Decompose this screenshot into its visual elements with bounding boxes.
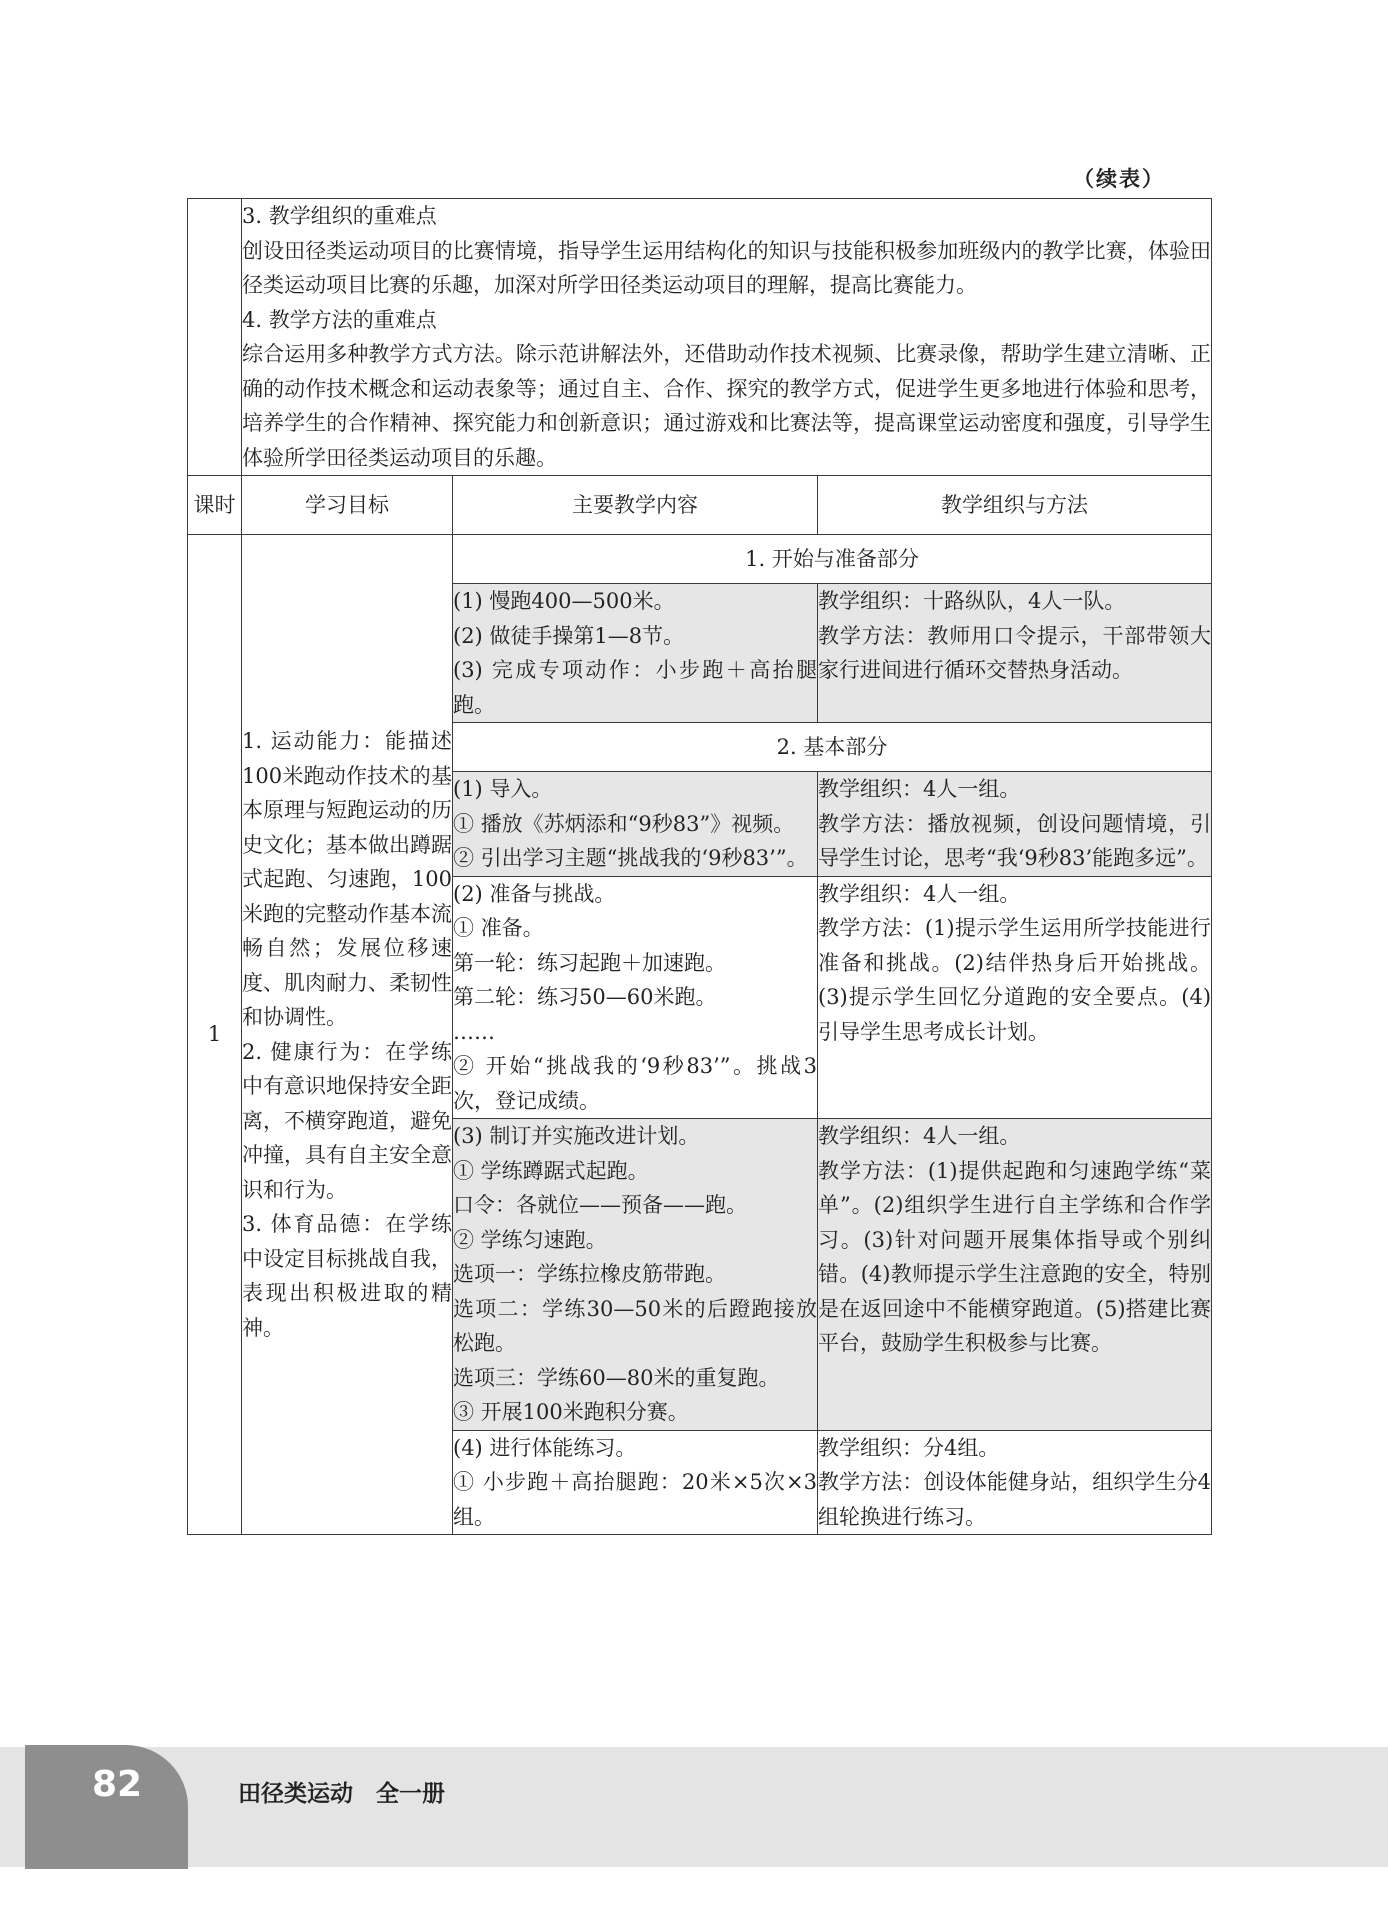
method-improvement-plan: [818, 1119, 1212, 1431]
content-intro: [453, 772, 818, 877]
method-line: 教学方法：(1)提供起跑和匀速跑学练“菜单”。(2)组织学生进行自主学练和合作学习。(3)针对问题开展集体指导或个别纠错。(4)教师提示学生注意跑的安全，特别是在返回途中不能横穿跑道。(5)搭建比赛平台，鼓励学生积极参与比赛。: [818, 1158, 1212, 1355]
note-text-4: 综合运用多种教学方式方法。除示范讲解法外，还借助动作技术视频、比赛录像，帮助学生建立清晰、正确的动作技术概念和运动表象等；通过自主、合作、探究的教学方式，促进学生更多地进行体验和思考，培养学生的合作精神、探究能力和创新意识；通过游戏和比赛法等，提高课堂运动密度和强度，引导学生体验所学田径类运动项目的乐趣。: [242, 342, 1212, 470]
goal-health-behavior: 2. 健康行为：在学练中有意识地保持安全距离，不横穿跑道，避免冲撞，具有自主安全意识和行为。: [242, 1039, 452, 1202]
content-line: (3) 制订并实施改进计划。: [453, 1124, 700, 1148]
method-challenge: [818, 876, 1212, 1119]
content-line: 第一轮：练习起跑＋加速跑。: [453, 950, 726, 975]
header-goals: 学习目标: [242, 476, 453, 535]
content-line: 选项一：学练拉橡皮筋带跑。: [453, 1262, 726, 1286]
content-line: 第二轮：练习50—60米跑。: [453, 985, 717, 1009]
header-hour: 课时: [188, 476, 242, 535]
note-heading-3: 3. 教学组织的重难点: [242, 204, 437, 228]
content-line: 口令：各就位——预备——跑。: [453, 1193, 747, 1217]
content-line: (1) 慢跑400—500米。: [453, 589, 675, 613]
note-heading-4: 4. 教学方法的重难点: [242, 307, 437, 332]
goal-motor-ability: 1. 运动能力：能描述100米跑动作技术的基本原理与短跑运动的历史文化；基本做出蹲踞式起跑、匀速跑，100米跑的完整动作基本流畅自然；发展位移速度、肌肉耐力、柔韧性和协调性。: [242, 729, 452, 1029]
section-1-title-row: [188, 535, 1212, 584]
content-line: (2) 准备与挑战。: [453, 881, 616, 906]
content-warmup: [453, 584, 818, 723]
header-method: 教学组织与方法: [818, 476, 1212, 535]
content-line: (2) 做徒手操第1—8节。: [453, 623, 685, 648]
content-line: ② 开始“挑战我的‘9秒83’”。挑战3次，登记成绩。: [453, 1054, 817, 1113]
lesson-plan-table: [187, 198, 1212, 1535]
content-challenge: [453, 876, 818, 1119]
content-line: (1) 导入。: [453, 777, 553, 801]
content-line: 选项三：学练60—80米的重复跑。: [453, 1365, 780, 1390]
header-content: 主要教学内容: [453, 476, 818, 535]
content-line: ① 播放《苏炳添和“9秒83”》视频。: [453, 811, 795, 836]
method-line: 教学组织：4人一组。: [818, 881, 1021, 906]
method-line: 教学组织：十路纵队，4人一队。: [818, 589, 1126, 613]
method-line: 教学方法：(1)提示学生运用所学技能进行准备和挑战。(2)结伴热身后开始挑战。(3)提示学生回忆分道跑的安全要点。(4)引导学生思考成长计划。: [818, 916, 1212, 1044]
method-line: 教学组织：分4组。: [818, 1435, 1000, 1460]
continuation-label: （续表）: [1073, 167, 1165, 191]
notes-row: [188, 199, 1212, 476]
goal-sports-ethics: 3. 体育品德：在学练中设定目标挑战自我，表现出积极进取的精神。: [242, 1212, 452, 1340]
section-2-title: 2. 基本部分: [453, 723, 1212, 772]
method-line: 教学方法：播放视频，创设问题情境，引导学生讨论，思考“我‘9秒83’能跑多远”。: [818, 811, 1212, 870]
method-intro: [818, 772, 1212, 877]
goals-cell: [242, 535, 453, 1535]
content-line: ③ 开展100米跑积分赛。: [453, 1400, 689, 1424]
notes-cell: [242, 199, 1212, 476]
method-line: 教学组织：4人一组。: [818, 777, 1021, 801]
page-number: 82: [92, 1764, 143, 1805]
method-warmup: [818, 584, 1212, 723]
content-fitness: [453, 1430, 818, 1535]
content-line: ① 准备。: [453, 916, 544, 940]
content-line: (3) 完成专项动作：小步跑＋高抬腿跑。: [453, 658, 817, 717]
table-header-row: [188, 476, 1212, 535]
content-line: ① 小步跑＋高抬腿跑：20米×5次×3组。: [453, 1470, 817, 1529]
book-title: 田径类运动 全一册: [238, 1781, 445, 1807]
note-text-3: 创设田径类运动项目的比赛情境，指导学生运用结构化的知识与技能积极参加班级内的教学比赛，体验田径类运动项目比赛的乐趣，加深对所学田径类运动项目的理解，提高比赛能力。: [242, 238, 1212, 297]
content-line: ① 学练蹲踞式起跑。: [453, 1158, 649, 1183]
content-line: ……: [453, 1019, 495, 1044]
hour-cell: 1: [188, 535, 242, 1535]
method-fitness: [818, 1430, 1212, 1535]
content-line: ② 学练匀速跑。: [453, 1227, 607, 1252]
content-line: (4) 进行体能练习。: [453, 1435, 637, 1460]
footer-band: [0, 1747, 1388, 1867]
content-line: 选项二：学练30—50米的后蹬跑接放松跑。: [453, 1296, 817, 1355]
method-line: 教学组织：4人一组。: [818, 1124, 1021, 1148]
content-line: ② 引出学习主题“挑战我的‘9秒83’”。: [453, 846, 808, 870]
content-improvement-plan: [453, 1119, 818, 1431]
method-line: 教学方法：创设体能健身站，组织学生分4组轮换进行练习。: [818, 1470, 1212, 1529]
notes-spacer-cell: [188, 199, 242, 476]
method-line: 教学方法：教师用口令提示，干部带领大家行进间进行循环交替热身活动。: [818, 623, 1212, 682]
section-1-title: 1. 开始与准备部分: [453, 535, 1212, 584]
